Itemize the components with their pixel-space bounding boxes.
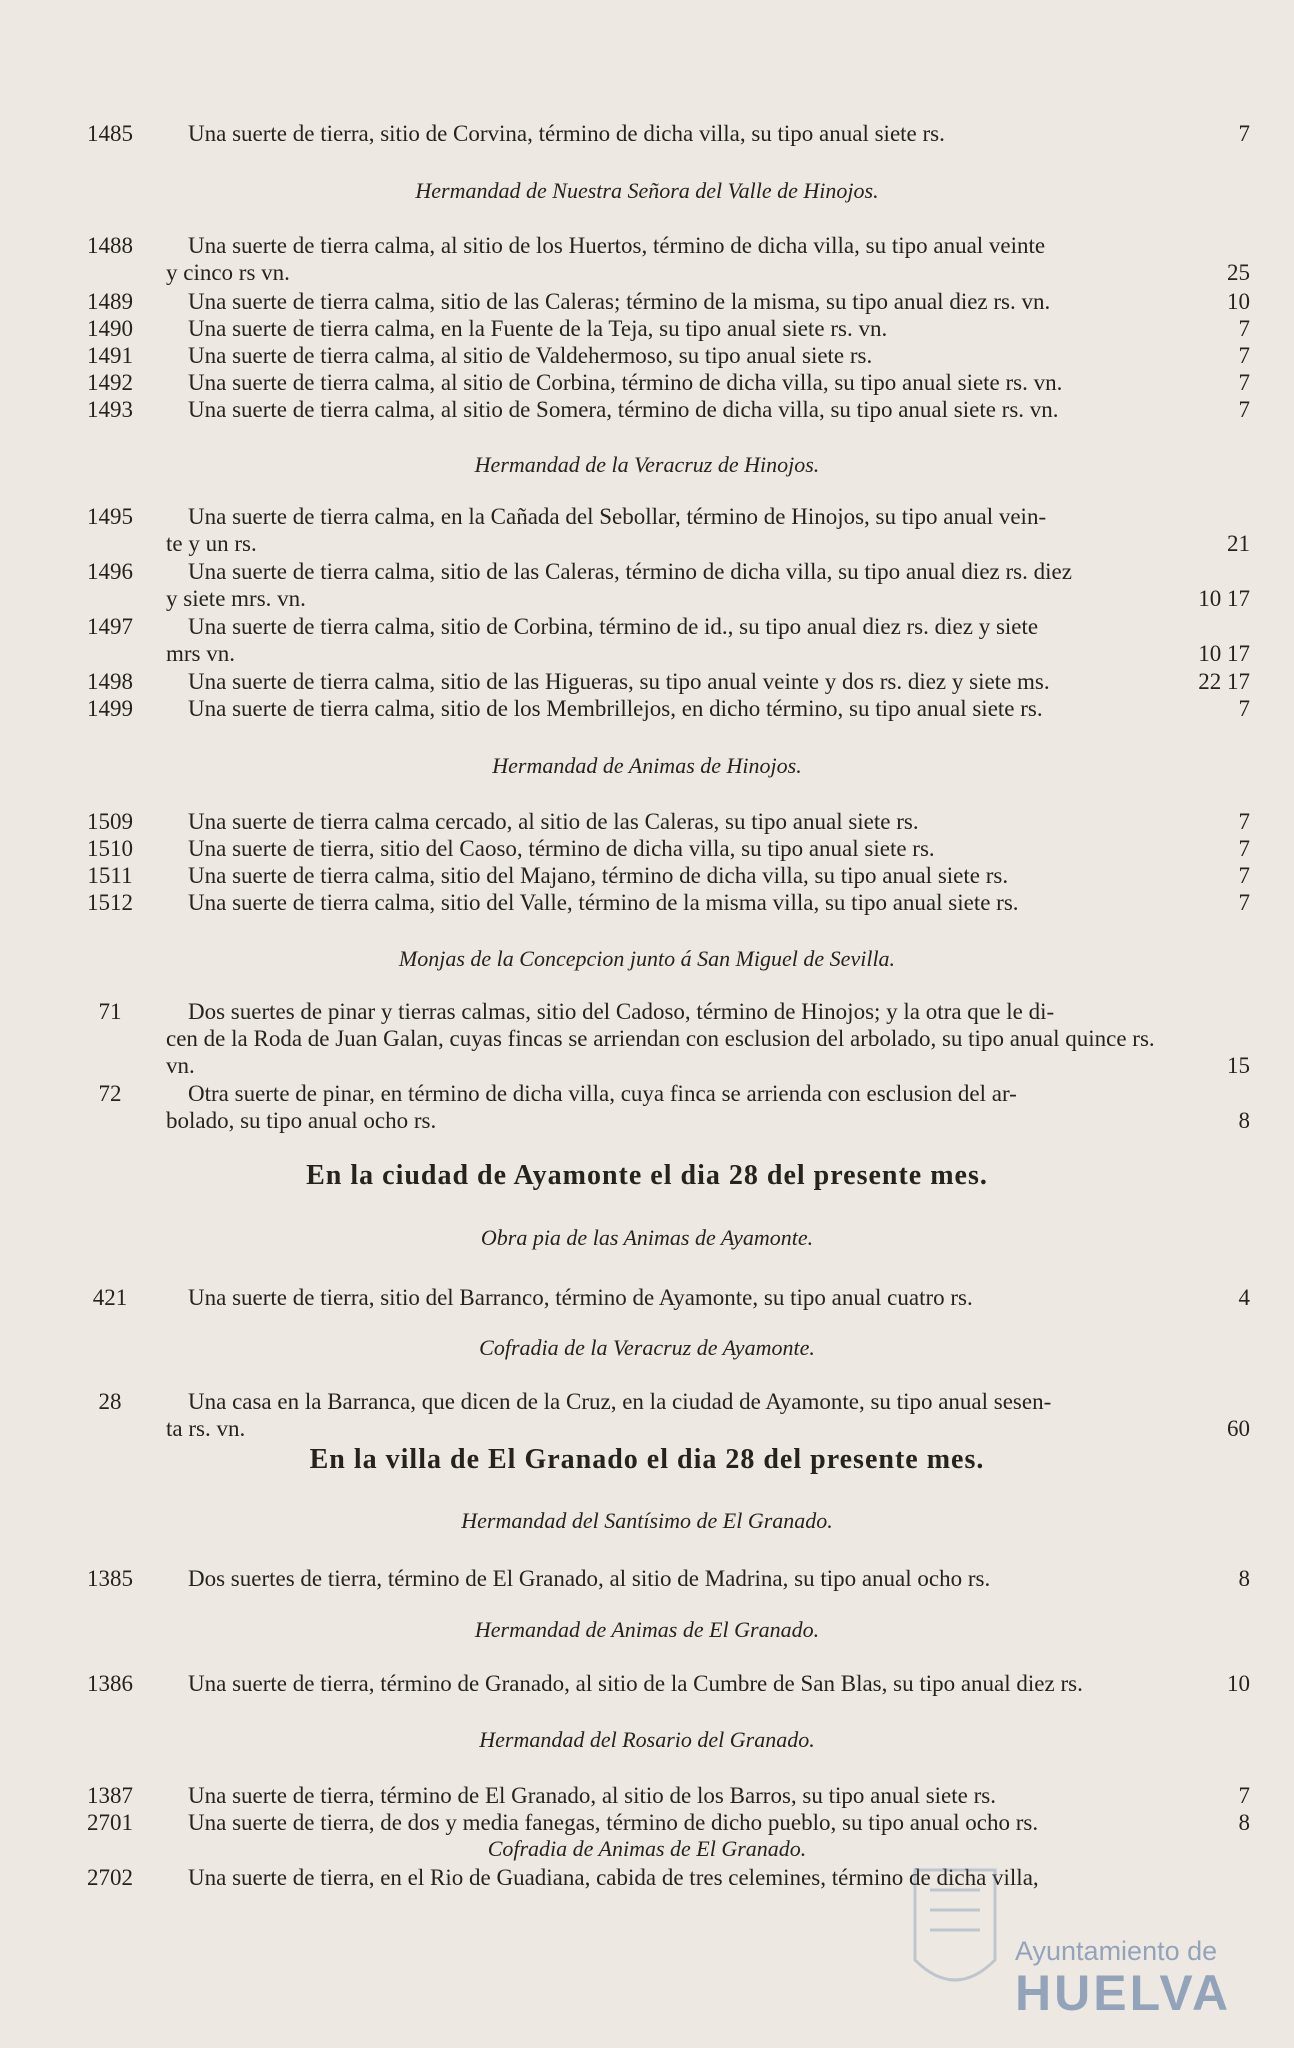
entry-421	[0, 1284, 1294, 1311]
entry-amount: 22 17	[1198, 669, 1250, 694]
entry-1490	[0, 315, 1294, 342]
entry-amount: 10	[1227, 289, 1250, 314]
entry-71	[0, 998, 1294, 1079]
entry-text: Una suerte de tierra, término de Granado, al sitio de la Cumbre de San Blas, su tipo anual diez rs.	[188, 1671, 1083, 1696]
entry-text: Una suerte de tierra calma, sitio de las Higueras, su tipo anual veinte y dos rs. diez y siete ms.	[188, 669, 1050, 694]
entry-text: Una suerte de tierra calma, al sitio de Valdehermoso, su tipo anual siete rs.	[188, 343, 873, 368]
entry-1512	[0, 889, 1294, 916]
entry-1499	[0, 695, 1294, 722]
entry-amount: 25	[1227, 260, 1250, 285]
entry-amount: 7	[1238, 809, 1250, 834]
entry-text: Una suerte de tierra calma, sitio de las Caleras; término de la misma, su tipo anual diez rs. vn.	[188, 289, 1051, 314]
entry-text-continuation: cen de la Roda de Juan Galan, cuyas fincas se arriendan con esclusion del arbolado, su tipo anual quince rs. vn.	[166, 1026, 1155, 1078]
entry-number: 2702	[87, 1865, 133, 1890]
section-heading: Hermandad del Santísimo de El Granado.	[461, 1508, 833, 1533]
entry-text: Una suerte de tierra, en el Rio de Guadiana, cabida de tres celemines, término de dicha villa,	[188, 1865, 1039, 1890]
entry-text: Una suerte de tierra, sitio de Corvina, término de dicha villa, su tipo anual siete rs.	[188, 121, 945, 146]
section-heading: Cofradia de Animas de El Granado.	[487, 1836, 807, 1861]
entry-2701	[0, 1809, 1294, 1836]
entry-text	[166, 1080, 1178, 1134]
section-heading: Hermandad del Rosario del Granado.	[479, 1727, 815, 1752]
entry-amount: 7	[1238, 890, 1250, 915]
section-heading: Hermandad de Nuestra Señora del Valle de Hinojos.	[415, 178, 879, 203]
entry-number: 2701	[87, 1810, 133, 1835]
entry-amount: 21	[1227, 531, 1250, 556]
section-heading: Hermandad de la Veracruz de Hinojos.	[474, 452, 820, 477]
watermark-line2: HUELVA	[1015, 1965, 1232, 2021]
entry-number: 1493	[87, 397, 133, 422]
entry-text	[166, 232, 1178, 286]
entry-1510	[0, 835, 1294, 862]
entry-text-line: Una suerte de tierra calma, al sitio de los Huertos, término de dicha villa, su tipo anual veinte	[188, 233, 1046, 258]
entry-amount: 7	[1238, 1783, 1250, 1808]
entry-text	[166, 558, 1178, 612]
entry-number: 1499	[87, 696, 133, 721]
entry-72	[0, 1080, 1294, 1134]
entry-number: 72	[98, 1081, 122, 1106]
entry-amount: 10 17	[1198, 641, 1250, 666]
entry-text-line: Una suerte de tierra calma, en la Cañada del Sebollar, término de Hinojos, su tipo anual vein-	[188, 504, 1047, 529]
entry-number: 1489	[87, 289, 133, 314]
entry-number: 1385	[87, 1566, 133, 1591]
entry-amount: 8	[1238, 1108, 1250, 1133]
entry-text: Una suerte de tierra calma, sitio del Valle, término de la misma villa, su tipo anual siete rs.	[188, 890, 1019, 915]
entry-1498	[0, 668, 1294, 695]
entry-amount: 8	[1238, 1566, 1250, 1591]
entry-amount: 7	[1238, 863, 1250, 888]
entry-text-line: Una casa en la Barranca, que dicen de la Cruz, en la ciudad de Ayamonte, su tipo anual sesen-	[188, 1389, 1052, 1414]
entry-1492	[0, 369, 1294, 396]
entry-text: Una suerte de tierra, término de El Granado, al sitio de los Barros, su tipo anual siete rs.	[188, 1783, 996, 1808]
entry-number: 421	[92, 1285, 128, 1310]
entry-number: 1511	[87, 863, 133, 888]
entry-1511	[0, 862, 1294, 889]
entry-amount: 60	[1227, 1416, 1250, 1441]
entry-28	[0, 1388, 1294, 1442]
entry-1387	[0, 1782, 1294, 1809]
entry-text-line: Una suerte de tierra calma, sitio de Corbina, término de id., su tipo anual diez rs. diez y siete	[188, 614, 1039, 639]
entry-text: Una suerte de tierra calma, al sitio de Corbina, término de dicha villa, su tipo anual siete rs. vn.	[188, 370, 1063, 395]
entry-number: 1492	[87, 370, 133, 395]
entry-number: 28	[98, 1389, 122, 1414]
entry-1497	[0, 613, 1294, 667]
entry-text-continuation: y siete mrs. vn.	[166, 586, 306, 611]
entry-amount: 7	[1238, 370, 1250, 395]
entry-1489	[0, 288, 1294, 315]
entry-number: 1510	[87, 836, 133, 861]
entry-amount: 7	[1238, 343, 1250, 368]
entry-amount: 10	[1227, 1671, 1250, 1696]
entry-1385	[0, 1565, 1294, 1592]
entry-text: Una suerte de tierra calma, sitio de los Membrillejos, en dicho término, su tipo anual siete rs.	[188, 696, 1043, 721]
entry-number: 71	[98, 999, 122, 1024]
entry-text: Una suerte de tierra calma, sitio del Majano, término de dicha villa, su tipo anual siete rs.	[188, 863, 1009, 888]
date-title: En la villa de El Granado el dia 28 del presente mes.	[309, 1444, 985, 1475]
entry-text-line: Una suerte de tierra calma, sitio de las Caleras, término de dicha villa, su tipo anual diez rs. diez	[188, 559, 1072, 584]
entry-1488	[0, 232, 1294, 286]
entry-text-line: Otra suerte de pinar, en término de dicha villa, cuya finca se arrienda con esclusion del ar-	[188, 1081, 1017, 1106]
entry-text: Una suerte de tierra calma, al sitio de Somera, término de dicha villa, su tipo anual siete rs. vn.	[188, 397, 1059, 422]
section-heading: Obra pia de las Animas de Ayamonte.	[480, 1225, 814, 1250]
entry-text-line: Dos suertes de pinar y tierras calmas, sitio del Cadoso, término de Hinojos; y la otra que le di-	[188, 999, 1055, 1024]
entry-text: Una suerte de tierra calma, en la Fuente de la Teja, su tipo anual siete rs. vn.	[188, 316, 888, 341]
entry-1386	[0, 1670, 1294, 1697]
entry-amount: 4	[1238, 1285, 1250, 1310]
entry-number: 1490	[87, 316, 133, 341]
entry-text-continuation: mrs vn.	[166, 641, 235, 666]
entry-number: 1498	[87, 669, 133, 694]
entry-number: 1495	[87, 504, 133, 529]
entry-1491	[0, 342, 1294, 369]
entry-1509	[0, 808, 1294, 835]
entry-text: Una suerte de tierra, de dos y media fanegas, término de dicho pueblo, su tipo anual ocho rs.	[188, 1810, 1039, 1835]
entry-amount: 15	[1227, 1053, 1250, 1078]
entry-number: 1387	[87, 1783, 133, 1808]
entry-text-continuation: y cinco rs vn.	[166, 260, 290, 285]
entry-text: Dos suertes de tierra, término de El Granado, al sitio de Madrina, su tipo anual ocho rs.	[188, 1566, 991, 1591]
entry-1496	[0, 558, 1294, 612]
entry-number: 1485	[87, 121, 133, 146]
entry-text: Una suerte de tierra calma cercado, al sitio de las Caleras, su tipo anual siete rs.	[188, 809, 919, 834]
entry-amount: 7	[1238, 121, 1250, 146]
entry-amount: 7	[1238, 836, 1250, 861]
entry-amount: 8	[1238, 1810, 1250, 1835]
watermark-line1: Ayuntamiento de	[1015, 1936, 1218, 1966]
entry-text	[166, 1388, 1178, 1442]
entry-number: 1488	[87, 233, 133, 258]
entry-amount: 10 17	[1198, 586, 1250, 611]
entry-text	[166, 503, 1178, 557]
date-title: En la ciudad de Ayamonte el dia 28 del presente mes.	[306, 1160, 988, 1191]
entry-number: 1512	[87, 890, 133, 915]
section-heading: Cofradia de la Veracruz de Ayamonte.	[479, 1335, 815, 1360]
entry-amount: 7	[1238, 316, 1250, 341]
entry-text: Una suerte de tierra, sitio del Caoso, término de dicha villa, su tipo anual siete rs.	[188, 836, 935, 861]
entry-text-continuation: ta rs. vn.	[166, 1416, 246, 1441]
entry-number: 1496	[87, 559, 133, 584]
entry-text-continuation: te y un rs.	[166, 531, 257, 556]
entry-1495	[0, 503, 1294, 557]
entry-number: 1491	[87, 343, 133, 368]
entry-amount: 7	[1238, 696, 1250, 721]
entry-amount: 7	[1238, 397, 1250, 422]
section-heading: Hermandad de Animas de El Granado.	[474, 1617, 820, 1642]
section-heading: Monjas de la Concepcion junto á San Miguel de Sevilla.	[398, 946, 896, 971]
entry-1485	[0, 120, 1294, 147]
entry-number: 1497	[87, 614, 133, 639]
entry-number: 1509	[87, 809, 133, 834]
section-heading: Hermandad de Animas de Hinojos.	[492, 753, 802, 778]
entry-text	[166, 998, 1178, 1079]
entry-text-continuation: bolado, su tipo anual ocho rs.	[166, 1108, 437, 1133]
entry-text	[166, 613, 1178, 667]
entry-1493	[0, 396, 1294, 423]
entry-text: Una suerte de tierra, sitio del Barranco, término de Ayamonte, su tipo anual cuatro rs.	[188, 1285, 973, 1310]
entry-number: 1386	[87, 1671, 133, 1696]
